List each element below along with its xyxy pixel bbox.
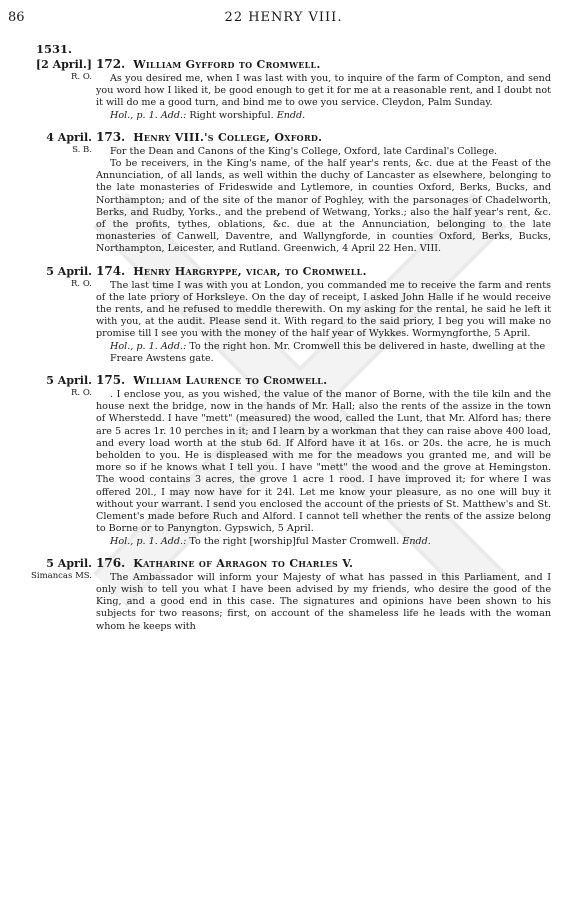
entry-source: S. B.: [72, 144, 92, 155]
entry-number: 172.: [96, 57, 126, 71]
entry-margin: [8, 557, 92, 583]
entry-source: R. O.: [71, 72, 92, 82]
entry-title: [96, 265, 551, 278]
entry-number: 174.: [96, 263, 126, 278]
entry-paragraph: To be receivers, in the King's name, of the half year's rents, &c. due at the Feast of the Annunciation, of all lands, as well within the duchy of Lancaster as elsewhere, belonging to the late monasteries of Frideswide and Lytlemore, in counties Oxford, Berks, Bucks, and Northampton; and of the site of the manor of Poghley, with the parsonages of Chadelworth, Berks, and Rudby, Yorks., and the prebend of Wetwang, Yorks.; also the half year's rent, &c. of the profits, tythes, oblations, &c. due at the Annunciation, belonging to the late monasteries of Canwell, Daventre, and Wallyngforde, in counties Oxford, Berks, Bucks, Northampton, Leicester, and Rutland. Greenwich, 4 April 22 Hen. VIII.: [96, 158, 551, 255]
entry-174: [8, 265, 551, 365]
footnote-address: To the right [worship]ful Master Cromwell.: [189, 535, 400, 547]
entry-173: [8, 131, 551, 256]
entry-footnote: [110, 341, 551, 365]
entry-body: [96, 389, 551, 548]
entry-body: [96, 146, 551, 256]
footnote-add: Add.:: [160, 535, 187, 547]
entry-title: [96, 131, 551, 144]
footnote-endd: Endd.: [276, 109, 306, 121]
entry-margin: [8, 374, 92, 400]
entry-number: 176.: [96, 555, 126, 570]
entry-date: 5 April.: [46, 264, 92, 278]
entry-source: Simancas MS.: [31, 570, 92, 581]
entry-175: [8, 374, 551, 548]
footnote-address: Right worshipful.: [189, 109, 274, 121]
footnote-add: Add.:: [160, 340, 187, 352]
entry-margin: [8, 58, 92, 84]
entry-title-text: Henry Hargryppe, vicar, to Cromwell.: [133, 264, 367, 278]
page-number: 86: [8, 10, 25, 25]
entry-title-text: William Gyfford to Cromwell.: [133, 58, 321, 71]
page-header: [8, 10, 559, 28]
entry-title-text: William Laurence to Cromwell.: [133, 374, 328, 388]
entry-title-text: Henry VIII.'s College, Oxford.: [133, 130, 323, 144]
entry-source: R. O.: [71, 278, 92, 289]
entry-paragraph: The Ambassador will inform your Majesty of what has passed in this Parliament, and I only wish to tell you what I have been advised by my friends, who desire the good of the King, and a good end in this case. The signatures and opinions have been shown to his subjects for two reasons; first, on account of the shameless life he leads with the woman whom he keeps with: [96, 571, 551, 632]
entry-margin: [8, 131, 92, 157]
calendar-entries: [8, 42, 551, 642]
entry-172: [8, 58, 551, 122]
footnote-address: To the right hon. Mr. Cromwell this be delivered in haste, dwelling at the Freare Awstens gate.: [110, 340, 546, 364]
entry-title: [96, 58, 551, 71]
footnote-add: Add.:: [160, 109, 187, 121]
entry-paragraph: As you desired me, when I was last with you, to inquire of the farm of Compton, and send you word how I liked it, be good enough to get it for me at a reasonable rent, and I doubt not it will do me a good turn, and bind me to owe you service. Cleydon, Palm Sunday.: [96, 73, 551, 109]
footnote-endd: Endd.: [402, 535, 431, 547]
entry-footnote: [110, 536, 551, 548]
footnote-hol: Hol., p. 1.: [110, 109, 158, 121]
entry-margin: [8, 265, 92, 291]
entry-body: [96, 73, 551, 122]
entry-date: 4 April.: [46, 130, 92, 144]
entry-date: [2 April.]: [35, 58, 92, 71]
entry-title: [96, 374, 551, 387]
entry-paragraph: For the Dean and Canons of the King's College, Oxford, late Cardinal's College.: [110, 145, 498, 157]
entry-body: [96, 280, 551, 365]
entry-date: 5 April.: [46, 556, 92, 570]
entry-body: [96, 572, 551, 633]
entry-paragraph: . I enclose you, as you wished, the value of the manor of Borne, with the tile kiln and the house next the bridge, now in the hands of Mr. Hall; also the rents of the assize in the town of Wherstedd. I have "mett" (measured) the wood, called the Lunt, that Mr. Alford has; there are 5 acres 1r. 10 perches in it; and I learn by a workman that they can raise above 400 load, and every load worth at the stub 6d. If Alford have it at 16s. or 20s. the acre, he is much beholden to you. He is displeased with me for the meadows you granted me, and will be more so if he knows what I tell you. I have "mett" the wood and the grove at Hemingston. The wood contains 3 acres, the grove 1 acre 1 rood. I have improved it; for where I was offered 20l., I may now have for it 24l. Let me know your pleasure, as no one will buy it without your warrant. I send you enclosed the account of the priests of St. Matthew's and St. Clement's made before Ruch and Alford. I cannot tell whether the rents of the assize belong to Borne or to Panyngton. Gypswich, 5 April.: [96, 389, 551, 535]
running-head: 22 HENRY VIII.: [224, 10, 343, 25]
entry-176: [8, 557, 551, 633]
entry-number: 173.: [96, 129, 126, 144]
footnote-hol: Hol., p. 1.: [110, 340, 158, 352]
entry-title: [96, 557, 551, 570]
entry-paragraph: The last time I was with you at London, you commanded me to receive the farm and rents of the late priory of Horksleye. On the day of receipt, I asked John Halle if he would receive the rents, and he refused to meddle therewith. On my asking for the rental, he said he left it with you, at the audit. Please send it. With regard to the said priory, I beg you will make no promise till I see you with the money of the half year of Wykkes. Wormyngforthe, 5 April.: [96, 279, 551, 340]
entry-source: R. O.: [71, 388, 92, 399]
entry-footnote: [110, 110, 551, 122]
footnote-hol: Hol., p. 1.: [110, 535, 158, 547]
entry-date: 5 April.: [46, 374, 92, 388]
year-heading: 1531.: [36, 42, 73, 56]
entry-number: 175.: [96, 373, 126, 388]
entry-title-text: Katharine of Arragon to Charles V.: [133, 556, 354, 570]
